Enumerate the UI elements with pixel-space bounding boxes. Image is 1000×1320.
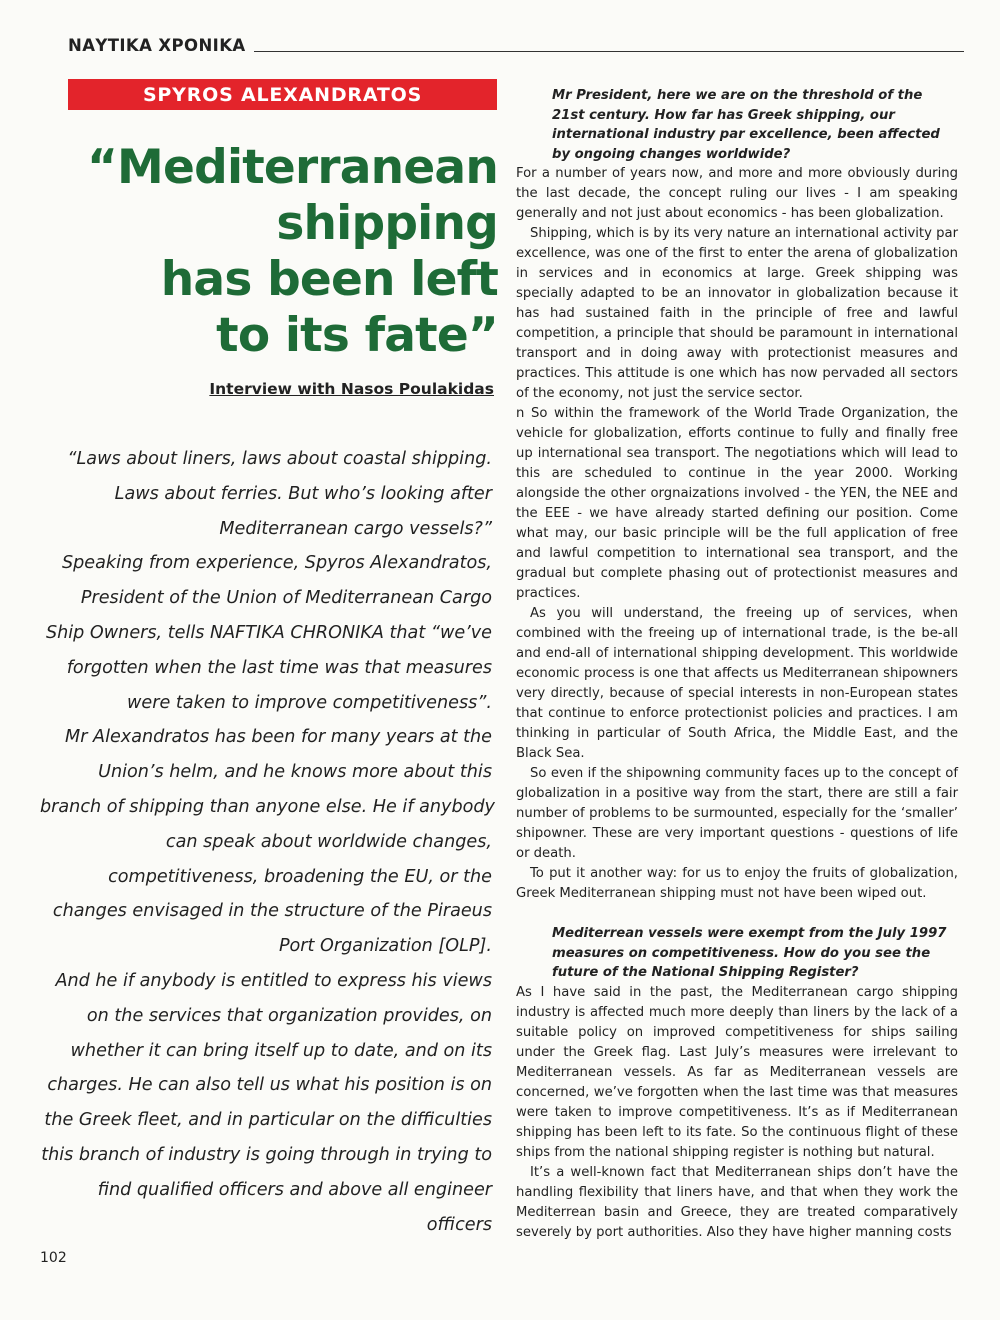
lead-line: Speaking from experience, Spyros Alexandratos,	[61, 553, 492, 574]
lead-line: President of the Union of Mediterranean Cargo	[80, 588, 492, 609]
answer-paragraph: To put it another way: for us to enjoy the fruits of globalization, Greek Mediterranean shipping must not have been wiped out.	[516, 866, 958, 901]
headline-line: to its fate”	[216, 308, 498, 363]
lead-line: Port Organization [OLP].	[278, 936, 492, 957]
lead-line: this branch of industry is going through in trying to	[41, 1144, 492, 1165]
lead-line: find qualified officers and above all engineer	[97, 1179, 492, 1200]
masthead-title: ΝΑΥΤΙΚΑ ΧΡΟΝΙΚΑ	[68, 36, 246, 55]
byline: Interview with Nasos Poulakidas	[209, 380, 494, 398]
lead-line: the Greek fleet, and in particular on the difficulties	[44, 1110, 492, 1131]
lead-line: “Laws about liners, laws about coastal shipping.	[67, 449, 492, 469]
lead-line: Mediterranean cargo vessels?”	[219, 518, 492, 539]
masthead	[68, 30, 964, 56]
answer-paragraph: As I have said in the past, the Mediterranean cargo shipping industry is affected much more deeply than liners by the lack of a suitable policy on improved competitiveness for ships sailing under the Greek flag. Last July’s measures were irrelevant to Mediterranean vessels. As far as Mediterranean vessels are concerned, we’ve forgotten when the last time was that measures were taken to improve competitiveness. It’s as if Mediterranean shipping has been left to its fate. So the continuous flight of these ships from the national shipping register is nothing but natural.	[516, 984, 958, 1160]
article-section-2	[516, 924, 958, 1243]
lead-line: charges. He can also tell us what his position is on	[47, 1075, 492, 1096]
headline-line: “Mediterranean	[86, 140, 498, 195]
lead-line: competitiveness, broadening the EU, or the	[108, 866, 492, 887]
lead-line: Mr Alexandratos has been for many years at the	[65, 727, 492, 748]
answer-paragraph: Shipping, which is by its very nature an international activity par excellence, was one of the first to enter the arena of globalization in services and in economics at large. Greek shipping was specially adapted to be an innovator in globalization because it has had sustained faith in the principle of free and lawful competition, a principle that should be paramount in international transport and in doing away with protectionist measures and practices. This attitude is one which has now pervaded all sectors of the economy, not just the service sector.	[516, 226, 958, 401]
headline-line: shipping	[276, 196, 498, 251]
answer-paragraph: So even if the shipowning community faces up to the concept of globalization in a positive way from the start, there are still a fair number of problems to be surmounted, especially for the ‘smaller’ shipowner. These are very important questions - questions of life or death.	[516, 766, 958, 861]
interview-question: Mediterrean vessels were exempt from the July 1997 measures on competitiveness. How do you see the future of the National Shipping Register?	[552, 926, 947, 980]
lead-line: Laws about ferries. But who’s looking after	[114, 483, 492, 504]
answer-paragraph: n So within the framework of the World Trade Organization, the vehicle for globalization, efforts continue to fully and finally free up international sea transport. The negotiations which will lead to this are scheduled to continue in the year 2000. Working alongside the other orgnaizations involved - the YEN, the NEE and the EEE - we have already started defining our position. Come what may, our basic principle will be the full application of free and lawful competition to international sea transport, and the gradual but complete phasing out of protectionist measures and practices.	[516, 406, 958, 601]
lead-line: were taken to improve competitiveness”.	[127, 692, 492, 713]
headline	[40, 140, 498, 364]
lead-line: Ship Owners, tells NAFTIKA CHRONIKA that “we’ve	[45, 622, 492, 643]
author-banner: SPYROS ALEXANDRATOS	[68, 79, 497, 110]
lead-line: branch of shipping than anyone else. He if anybody	[40, 796, 495, 817]
answer-paragraph: For a number of years now, and more and more obviously during the last decade, the concept ruling our lives - I am speaking generally and not just about economics - has been globalization.	[516, 166, 958, 221]
lead-line: changes envisaged in the structure of the Piraeus	[52, 901, 492, 922]
lead-paragraph	[40, 442, 495, 1242]
lead-line: can speak about worldwide changes,	[165, 831, 492, 852]
answer-paragraph: As you will understand, the freeing up of services, when combined with the freeing up of international trade, is the be-all and end-all of international shipping development. This worldwide economic process is one that affects us Mediterranean shipowners very directly, because of special interests in non-European states that continue to enforce protectionist policies and practices. I am thinking in particular of South Africa, the Middle East, and the Black Sea.	[516, 606, 958, 761]
headline-line: has been left	[160, 252, 498, 307]
lead-line: on the services that organization provides, on	[86, 1005, 492, 1026]
lead-line: officers	[426, 1214, 492, 1235]
article-section-1	[516, 86, 958, 904]
masthead-rule	[254, 51, 964, 52]
lead-line: whether it can bring itself up to date, and on its	[70, 1040, 492, 1061]
lead-line: forgotten when the last time was that measures	[66, 657, 492, 678]
page-number: 102	[40, 1250, 67, 1266]
lead-line: Union’s helm, and he knows more about this	[98, 762, 492, 783]
lead-line: And he if anybody is entitled to express his views	[55, 970, 492, 991]
interview-question: Mr President, here we are on the threshold of the 21st century. How far has Greek shipping, our international industry par excellence, been affected by ongoing changes worldwide?	[552, 88, 940, 162]
answer-paragraph: It’s a well-known fact that Mediterranean ships don’t have the handling flexibility that liners have, and that when they work the Mediterrean basin and Greece, they are treated comparatively severely by port authorities. Also they have higher manning costs	[516, 1164, 958, 1240]
